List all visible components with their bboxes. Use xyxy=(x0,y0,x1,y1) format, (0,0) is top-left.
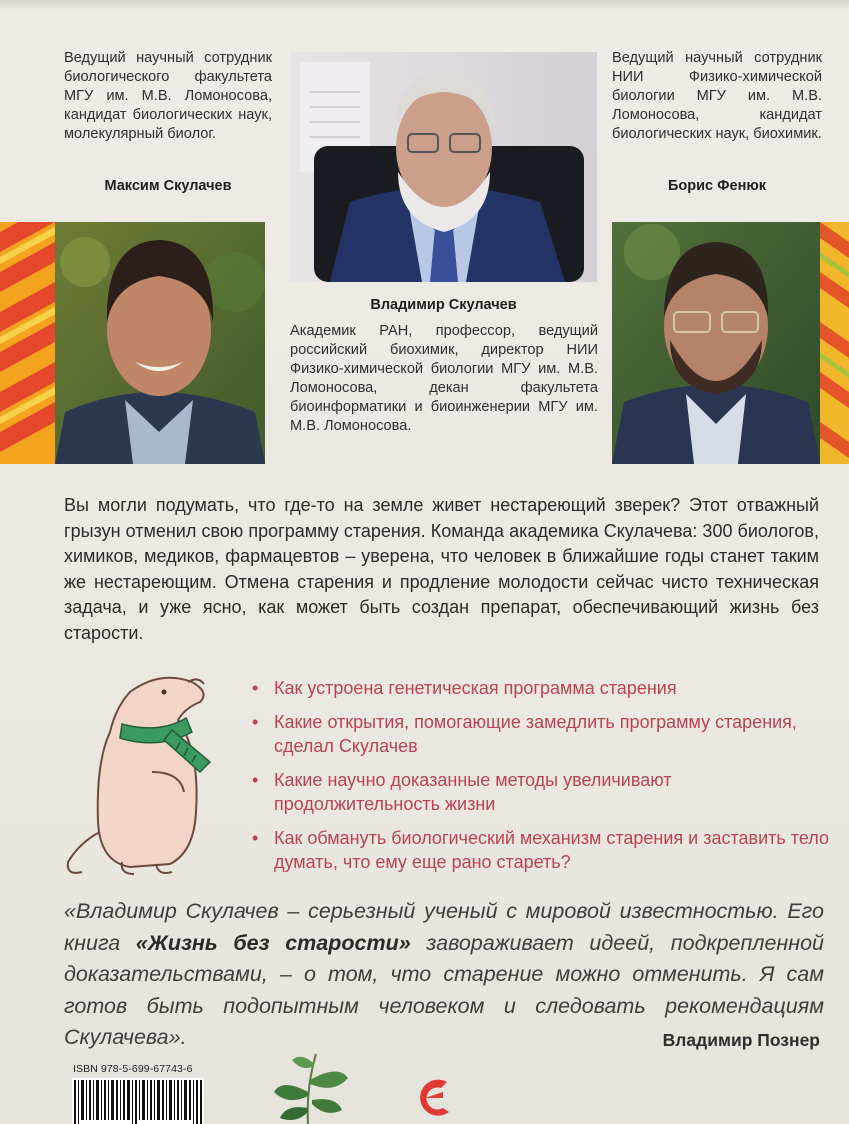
mole-rat-illustration xyxy=(60,662,225,884)
isbn-number: ISBN 978-5-699-67743-6 xyxy=(73,1063,193,1075)
eksmo-logo-icon xyxy=(413,1072,457,1124)
center-author-bio: Академик РАН, профессор, ведущий российский биохимик, директор НИИ Физико-химической биологии МГУ им. М.В. Ломоносова, декан факультета биоинформатики и биоинженерии МГУ им. М.В. Ломоносова. xyxy=(290,323,598,434)
right-author-photo xyxy=(612,222,820,464)
left-decorative-stripes xyxy=(0,222,55,464)
bullet-dot-icon: • xyxy=(252,770,259,790)
quote-author: Владимир Познер xyxy=(662,1030,820,1050)
right-author-bio: Ведущий научный сотрудник НИИ Физико-химической биологии МГУ им. М.В. Ломоносова, кандидат биологических наук, биохимик. xyxy=(612,50,822,142)
top-edge xyxy=(0,0,849,10)
center-author-photo xyxy=(290,52,597,282)
left-author-bio: Ведущий научный сотрудник биологического факультета МГУ им. М.В. Ломоносова, кандидат биологических наук, молекулярный биолог. xyxy=(64,50,272,142)
right-decorative-stripes xyxy=(820,222,849,464)
bullet-item: • Как обмануть биологический механизм старения и заставить тело думать, что ему еще рано стареть? xyxy=(252,828,829,872)
right-author-name: Борис Фенюк xyxy=(668,178,766,194)
bullet-dot-icon: • xyxy=(252,828,259,848)
bullet-item: • Какие научно доказанные методы увеличивают продолжительность жизни xyxy=(252,770,672,814)
plant-sprig-icon xyxy=(262,1048,354,1124)
quote-text-start: «Владимир Скулачев – серьезный ученый с мировой известностью. Его книга xyxy=(64,899,824,955)
left-author-photo xyxy=(55,222,265,464)
center-author-name: Владимир Скулачев xyxy=(370,297,517,313)
left-author-name: Максим Скулачев xyxy=(104,178,232,194)
bullet-dot-icon: • xyxy=(252,712,259,732)
quote-book-title: «Жизнь без старости» xyxy=(135,930,411,955)
bullet-dot-icon: • xyxy=(252,678,259,698)
feature-bullet-list xyxy=(250,676,830,884)
quote-text-end: завораживает идеей, подкрепленной доказательствами, – о том, что старение можно отменить. Я сам готов быть подопытным человеком и следовать рекомендациям Скулачева». xyxy=(64,930,825,1049)
bullet-item: • Как устроена генетическая программа старения xyxy=(252,678,677,698)
book-description: Вы могли подумать, что где-то на земле живет нестареющий зверек? Этот отважный грызун отменил свою программу старения. Команда академика Скулачева: 300 биологов, химиков, медиков, фармацевтов – уверена, что человек в ближайшие годы станет таким же нестареющим. Отмена старения и продление молодости сейчас чисто техническая задача, и уже ясно, как может быть создан препарат, обеспечивающий жизнь без старости. xyxy=(64,495,819,643)
bullet-item: • Какие открытия, помогающие замедлить программу старения, сделал Скулачев xyxy=(252,712,797,756)
barcode xyxy=(72,1078,204,1124)
